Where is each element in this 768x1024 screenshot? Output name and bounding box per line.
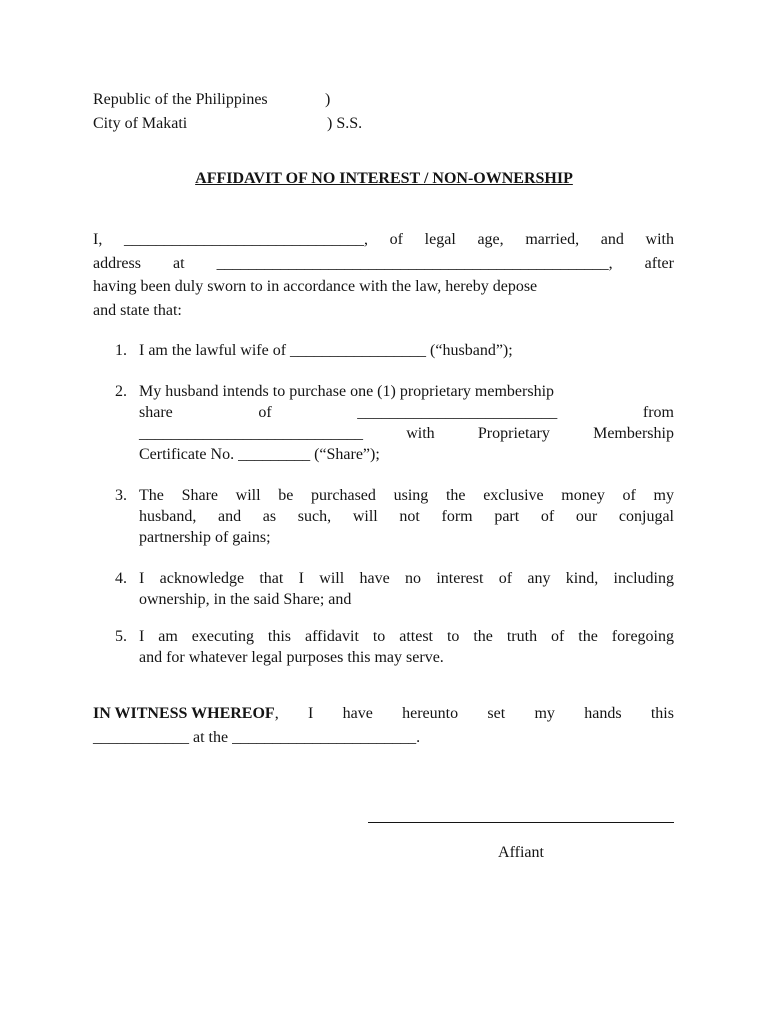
item-line: I am the lawful wife of _________________ (“husband”); <box>139 342 513 359</box>
item-line: The Share will be purchased using the exclusive money of my <box>139 487 674 504</box>
intro-word: after <box>644 254 674 272</box>
intro-line-2 <box>93 252 674 276</box>
item-word: with <box>406 425 435 442</box>
intro-paragraph <box>93 228 674 322</box>
caption-ss: ) S.S. <box>327 115 363 132</box>
witness-word: set <box>487 705 506 722</box>
item-line: My husband intends to purchase one (1) proprietary membership <box>139 383 555 400</box>
item-number: 2. <box>115 383 127 400</box>
item-line: I acknowledge that I will have no interest of any kind, including <box>139 570 674 587</box>
intro-word: with <box>645 231 674 248</box>
item-line <box>139 423 674 444</box>
intro-word: address <box>93 254 141 272</box>
witness-bold: IN WITNESS WHEREOF <box>93 705 275 722</box>
caption-city: City of Makati <box>93 115 188 132</box>
witness-word: hands <box>584 705 622 722</box>
item-line: Certificate No. _________ (“Share”); <box>139 446 380 463</box>
witness-word: I <box>307 705 314 722</box>
witness-word: this <box>650 705 674 722</box>
witness-word: have <box>342 705 373 722</box>
witness-line-2: ____________ at the _______________________. <box>93 729 421 746</box>
item-line: ownership, in the said Share; and <box>139 591 352 608</box>
signature-line[interactable] <box>368 822 674 823</box>
intro-word: legal <box>424 231 456 248</box>
statement-item-5 <box>93 626 674 668</box>
document-title: AFFIDAVIT OF NO INTEREST / NON-OWNERSHIP <box>195 170 573 187</box>
intro-word: of <box>389 231 403 248</box>
statement-item-4 <box>93 568 674 610</box>
intro-line-1 <box>93 228 674 252</box>
witness-line-1 <box>93 702 674 726</box>
intro-word: I, <box>93 231 103 248</box>
affiant-label: Affiant <box>498 844 544 861</box>
item-line <box>139 402 674 423</box>
item-word: of <box>258 404 272 421</box>
caption-city-row <box>93 112 363 136</box>
item-word: from <box>642 404 674 421</box>
witness-word: hereunto <box>402 705 459 722</box>
caption-country-row <box>93 88 331 112</box>
item-line: I am executing this affidavit to attest to the truth of the foregoing <box>139 628 674 645</box>
seller-blank[interactable]: ____________________________ <box>139 425 363 442</box>
statement-item-2 <box>93 381 674 465</box>
intro-line-3: having been duly sworn to in accordance with the law, hereby depose <box>93 278 538 295</box>
caption-country: Republic of the Philippines <box>93 91 268 108</box>
case-caption <box>93 88 363 136</box>
statement-item-3 <box>93 485 674 548</box>
item-number: 4. <box>115 570 127 587</box>
item-line: husband, and as such, will not form part of our conjugal <box>139 508 674 525</box>
item-number: 1. <box>115 342 127 359</box>
item-word: share <box>139 404 173 421</box>
item-line: partnership of gains; <box>139 529 271 546</box>
caption-country-paren: ) <box>325 91 331 108</box>
witness-heading: IN WITNESS WHEREOF, <box>93 705 279 722</box>
item-number: 5. <box>115 628 127 645</box>
item-line: and for whatever legal purposes this may serve. <box>139 649 444 666</box>
intro-word: and <box>600 231 624 248</box>
intro-word: age, <box>477 231 504 248</box>
intro-word: at <box>173 254 185 272</box>
intro-word: married, <box>525 231 580 248</box>
witness-word: my <box>534 705 555 722</box>
name-blank[interactable]: ______________________________, <box>124 231 368 248</box>
item-word: Proprietary <box>477 425 550 442</box>
numbered-statements <box>93 340 674 668</box>
witness-clause <box>93 702 674 750</box>
statement-item-1 <box>93 340 674 361</box>
intro-line-4: and state that: <box>93 301 182 319</box>
item-word: Membership <box>593 425 674 442</box>
club-blank[interactable]: _________________________ <box>357 404 558 421</box>
item-number: 3. <box>115 487 127 504</box>
address-blank[interactable]: _________________________________________________, <box>216 254 613 272</box>
